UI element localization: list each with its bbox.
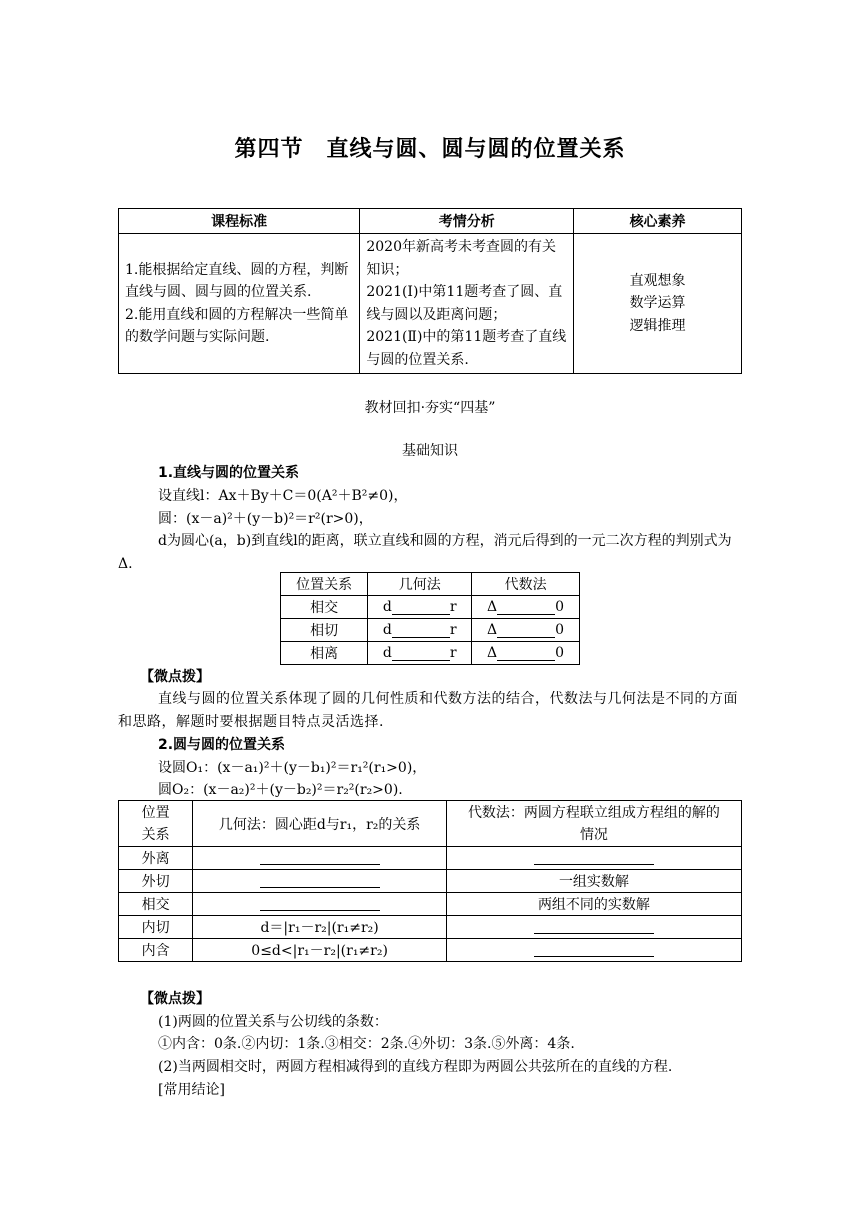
part1-heading: 1.直线与圆的位置关系 [158,465,300,481]
zero-value: 0 [555,622,565,638]
relation-cell: 外切 [119,870,193,893]
page-title: 第四节 直线与圆、圆与圆的位置关系 [234,137,626,162]
circle-equation: 圆：(x－a)²＋(y－b)²＝r²(r>0)， [158,511,373,527]
course-standard-item: 2.能用直线和圆的方程解决一些简单的数学问题与实际问题. [125,306,349,345]
core-literacy-item: 直观想象 [629,272,686,289]
course-standards-cell [119,234,360,374]
answer-blank[interactable] [392,648,450,661]
header-algebra-line2: 情况 [579,826,608,843]
answer-blank[interactable] [260,875,380,888]
geometry-cell [193,870,447,893]
table-row [119,893,742,916]
exam-analysis-item: 2021(Ⅰ)中第11题考查了圆、直线与圆以及距离问题； [366,284,563,323]
answer-blank[interactable] [260,898,380,911]
header-relation-line1: 位置 [141,804,170,821]
relation-cell: 相切 [281,619,368,642]
line-circle-table [280,572,580,665]
delta-symbol: Δ [487,599,498,615]
exam-analysis-item: 2021(Ⅱ)中的第11题考查了直线与圆的位置关系. [366,329,567,368]
answer-blank[interactable] [392,625,450,638]
header-exam-analysis: 考情分析 [360,209,574,234]
table-row [119,916,742,939]
geometry-cell [368,642,472,665]
table-row [281,619,580,642]
tip2-heading: 【微点拨】 [140,991,210,1007]
header-algebra [446,801,741,847]
header-algebra-line1: 代数法：两圆方程联立组成方程组的解的 [467,804,720,821]
relation-cell: 相交 [281,596,368,619]
header-core-literacy: 核心素养 [574,209,742,234]
part2-heading: 2.圆与圆的位置关系 [158,737,286,753]
distance-description: d为圆心(a，b)到直线l的距离，联立直线和圆的方程，消元后得到的一元二次方程的判别式为Δ. [118,533,732,572]
d-symbol: d [382,645,392,661]
header-algebra: 代数法 [472,573,580,596]
exam-analysis-item: 2020年新高考未考查圆的有关知识； [366,239,556,278]
algebra-cell [472,642,580,665]
exam-analysis-cell [360,234,574,374]
algebra-cell [446,847,741,870]
tip2-line2: ①内含：0条.②内切：1条.③相交：2条.④外切：3条.⑤外离：4条. [158,1036,575,1052]
r-symbol: r [449,599,457,615]
table-row [281,642,580,665]
relation-cell: 相交 [119,893,193,916]
tip1-text: 直线与圆的位置关系体现了圆的几何性质和代数方法的结合，代数法与几何法是不同的方面和思路，解题时要根据题目特点灵活选择. [118,691,738,730]
algebra-cell [472,596,580,619]
zero-value: 0 [555,645,565,661]
answer-blank[interactable] [497,625,555,638]
section-heading: 教材回扣·夯实“四基” [364,400,496,416]
answer-blank[interactable] [497,602,555,615]
standards-table [118,208,742,374]
answer-blank[interactable] [534,921,654,934]
relation-cell: 相离 [281,642,368,665]
core-literacy-item: 逻辑推理 [629,317,686,334]
d-symbol: d [382,599,392,615]
circle-circle-table [118,800,742,962]
geometry-cell [368,619,472,642]
algebra-cell [472,619,580,642]
algebra-cell: 两组不同的实数解 [446,893,741,916]
geometry-cell [193,893,447,916]
basics-heading: 基础知识 [402,443,458,459]
line-equation: 设直线l：Ax＋By＋C＝0(A²＋B²≠0)， [158,488,408,504]
answer-blank[interactable] [497,648,555,661]
header-relation-line2: 关系 [141,826,170,843]
header-course-standard: 课程标准 [119,209,360,234]
circle2-equation: 圆O₂：(x－a₂)²＋(y－b₂)²＝r₂²(r₂>0). [158,782,403,798]
answer-blank[interactable] [260,852,380,865]
geometry-cell [368,596,472,619]
answer-blank[interactable] [392,602,450,615]
r-symbol: r [449,622,457,638]
geometry-cell: 0≤d<|r₁－r₂|(r₁≠r₂) [193,939,447,962]
header-geometry: 几何法：圆心距d与r₁，r₂的关系 [193,801,447,847]
algebra-cell: 一组实数解 [446,870,741,893]
common-conclusions-heading: [常用结论] [158,1082,225,1098]
d-symbol: d [382,622,392,638]
circle1-equation: 设圆O₁：(x－a₁)²＋(y－b₁)²＝r₁²(r₁>0)， [158,760,427,776]
header-geometry: 几何法 [368,573,472,596]
tip2-line1: (1)两圆的位置关系与公切线的条数： [158,1014,388,1030]
algebra-cell [446,939,741,962]
core-literacy-cell [574,234,742,374]
table-row [119,847,742,870]
tip1-heading: 【微点拨】 [140,669,210,685]
answer-blank[interactable] [534,944,654,957]
table-row [281,596,580,619]
core-literacy-item: 数学运算 [629,295,686,312]
delta-symbol: Δ [487,645,498,661]
header-relation: 位置关系 [281,573,368,596]
r-symbol: r [449,645,457,661]
zero-value: 0 [555,599,565,615]
algebra-cell [446,916,741,939]
relation-cell: 内切 [119,916,193,939]
table-row [119,939,742,962]
relation-cell: 内含 [119,939,193,962]
delta-symbol: Δ [487,622,498,638]
geometry-cell [193,847,447,870]
table-row [119,870,742,893]
relation-cell: 外离 [119,847,193,870]
course-standard-item: 1.能根据给定直线、圆的方程，判断直线与圆、圆与圆的位置关系. [125,261,349,300]
header-relation [119,801,193,847]
geometry-cell: d＝|r₁－r₂|(r₁≠r₂) [193,916,447,939]
tip2-line3: (2)当两圆相交时，两圆方程相减得到的直线方程即为两圆公共弦所在的直线的方程. [158,1059,673,1075]
answer-blank[interactable] [534,852,654,865]
